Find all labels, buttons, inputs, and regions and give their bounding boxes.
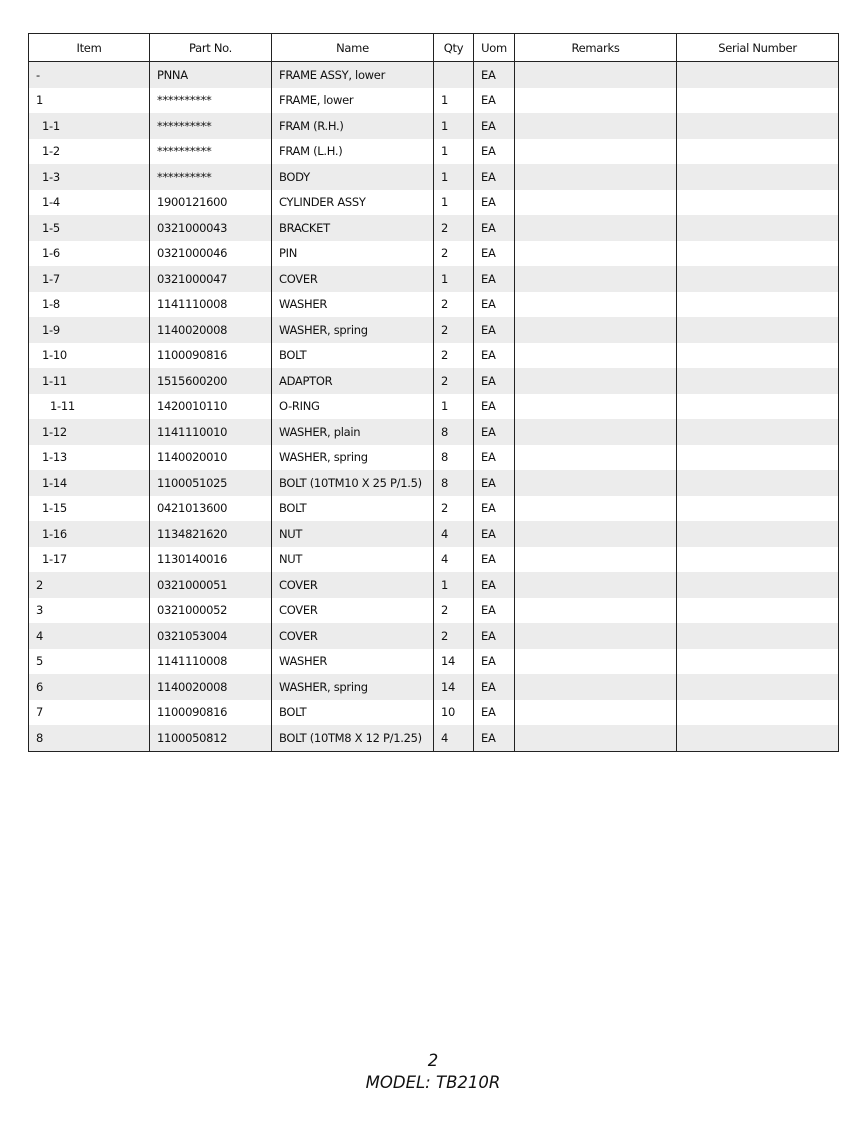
cell-part-no: 1100051025 xyxy=(150,470,272,496)
cell-name: WASHER xyxy=(272,292,434,318)
cell-remarks xyxy=(515,445,677,471)
cell-part-no: 1100050812 xyxy=(150,725,272,751)
cell-qty: 2 xyxy=(434,292,474,318)
cell-name: COVER xyxy=(272,266,434,292)
cell-remarks xyxy=(515,215,677,241)
cell-uom: EA xyxy=(474,292,515,318)
column-header-serial-number: Serial Number xyxy=(677,34,839,62)
cell-item: - xyxy=(29,62,150,88)
table-row xyxy=(29,419,839,445)
cell-serial-number xyxy=(677,445,839,471)
cell-name: FRAME, lower xyxy=(272,88,434,114)
cell-part-no: 1134821620 xyxy=(150,521,272,547)
cell-qty: 2 xyxy=(434,368,474,394)
cell-name: WASHER xyxy=(272,649,434,675)
cell-qty: 1 xyxy=(434,139,474,165)
cell-uom: EA xyxy=(474,215,515,241)
cell-item: 8 xyxy=(29,725,150,751)
cell-serial-number xyxy=(677,598,839,624)
cell-qty: 4 xyxy=(434,521,474,547)
cell-name: COVER xyxy=(272,572,434,598)
cell-serial-number xyxy=(677,215,839,241)
cell-uom: EA xyxy=(474,394,515,420)
cell-uom: EA xyxy=(474,598,515,624)
cell-name: ADAPTOR xyxy=(272,368,434,394)
table-row xyxy=(29,394,839,420)
cell-remarks xyxy=(515,317,677,343)
table-row xyxy=(29,215,839,241)
cell-name: PIN xyxy=(272,241,434,267)
cell-name: FRAM (R.H.) xyxy=(272,113,434,139)
cell-uom: EA xyxy=(474,419,515,445)
cell-qty: 14 xyxy=(434,649,474,675)
cell-uom: EA xyxy=(474,368,515,394)
cell-qty xyxy=(434,62,474,88)
cell-item: 6 xyxy=(29,674,150,700)
cell-remarks xyxy=(515,674,677,700)
cell-name: WASHER, plain xyxy=(272,419,434,445)
cell-part-no: 1141110008 xyxy=(150,649,272,675)
cell-part-no: 0321000046 xyxy=(150,241,272,267)
cell-qty: 1 xyxy=(434,572,474,598)
cell-serial-number xyxy=(677,725,839,751)
cell-uom: EA xyxy=(474,700,515,726)
cell-item: 1-5 xyxy=(29,215,150,241)
cell-qty: 4 xyxy=(434,725,474,751)
cell-item: 1-11 xyxy=(29,368,150,394)
cell-serial-number xyxy=(677,62,839,88)
cell-remarks xyxy=(515,113,677,139)
table-row xyxy=(29,598,839,624)
table-row xyxy=(29,241,839,267)
cell-name: FRAM (L.H.) xyxy=(272,139,434,165)
cell-uom: EA xyxy=(474,62,515,88)
cell-name: WASHER, spring xyxy=(272,317,434,343)
table-row xyxy=(29,139,839,165)
cell-item: 1-14 xyxy=(29,470,150,496)
cell-part-no: 0321053004 xyxy=(150,623,272,649)
table-row xyxy=(29,190,839,216)
cell-part-no: 1140020010 xyxy=(150,445,272,471)
page-footer xyxy=(0,1050,866,1094)
cell-serial-number xyxy=(677,88,839,114)
table-row xyxy=(29,547,839,573)
table-row xyxy=(29,62,839,88)
cell-part-no: 0321000043 xyxy=(150,215,272,241)
cell-uom: EA xyxy=(474,266,515,292)
cell-item: 7 xyxy=(29,700,150,726)
cell-qty: 2 xyxy=(434,317,474,343)
cell-part-no: 1140020008 xyxy=(150,674,272,700)
cell-qty: 2 xyxy=(434,496,474,522)
cell-part-no: 0321000051 xyxy=(150,572,272,598)
table-row xyxy=(29,88,839,114)
table-row xyxy=(29,521,839,547)
table-row xyxy=(29,266,839,292)
cell-qty: 2 xyxy=(434,623,474,649)
column-header-uom: Uom xyxy=(474,34,515,62)
cell-part-no: 1100090816 xyxy=(150,700,272,726)
cell-name: FRAME ASSY, lower xyxy=(272,62,434,88)
cell-uom: EA xyxy=(474,547,515,573)
cell-serial-number xyxy=(677,241,839,267)
cell-uom: EA xyxy=(474,88,515,114)
cell-qty: 14 xyxy=(434,674,474,700)
cell-item: 1-16 xyxy=(29,521,150,547)
cell-serial-number xyxy=(677,343,839,369)
table-row xyxy=(29,317,839,343)
column-header-remarks: Remarks xyxy=(515,34,677,62)
cell-part-no: ********** xyxy=(150,139,272,165)
cell-remarks xyxy=(515,572,677,598)
page-number: 2 xyxy=(427,1051,439,1070)
cell-part-no: 1900121600 xyxy=(150,190,272,216)
cell-name: WASHER, spring xyxy=(272,445,434,471)
cell-remarks xyxy=(515,266,677,292)
cell-qty: 1 xyxy=(434,190,474,216)
cell-remarks xyxy=(515,521,677,547)
cell-name: COVER xyxy=(272,623,434,649)
column-header-name: Name xyxy=(272,34,434,62)
cell-serial-number xyxy=(677,113,839,139)
cell-name: BOLT xyxy=(272,343,434,369)
table-row xyxy=(29,674,839,700)
cell-part-no: ********** xyxy=(150,113,272,139)
cell-remarks xyxy=(515,190,677,216)
cell-item: 1-9 xyxy=(29,317,150,343)
cell-uom: EA xyxy=(474,674,515,700)
cell-part-no: 1130140016 xyxy=(150,547,272,573)
cell-item: 1-17 xyxy=(29,547,150,573)
cell-remarks xyxy=(515,598,677,624)
column-header-qty: Qty xyxy=(434,34,474,62)
cell-item: 1-1 xyxy=(29,113,150,139)
cell-uom: EA xyxy=(474,164,515,190)
cell-serial-number xyxy=(677,521,839,547)
table-row xyxy=(29,368,839,394)
cell-uom: EA xyxy=(474,496,515,522)
table-row xyxy=(29,623,839,649)
cell-serial-number xyxy=(677,190,839,216)
cell-serial-number xyxy=(677,572,839,598)
cell-item: 1-12 xyxy=(29,419,150,445)
cell-item: 1-6 xyxy=(29,241,150,267)
cell-uom: EA xyxy=(474,190,515,216)
cell-serial-number xyxy=(677,368,839,394)
cell-uom: EA xyxy=(474,445,515,471)
cell-remarks xyxy=(515,470,677,496)
cell-item: 1-13 xyxy=(29,445,150,471)
cell-uom: EA xyxy=(474,317,515,343)
cell-qty: 1 xyxy=(434,266,474,292)
cell-uom: EA xyxy=(474,623,515,649)
table-row xyxy=(29,445,839,471)
cell-remarks xyxy=(515,241,677,267)
cell-serial-number xyxy=(677,547,839,573)
cell-uom: EA xyxy=(474,572,515,598)
cell-name: BOLT xyxy=(272,700,434,726)
table-row xyxy=(29,725,839,751)
table-row xyxy=(29,470,839,496)
cell-remarks xyxy=(515,419,677,445)
cell-name: BOLT xyxy=(272,496,434,522)
cell-item: 2 xyxy=(29,572,150,598)
cell-qty: 4 xyxy=(434,547,474,573)
cell-uom: EA xyxy=(474,343,515,369)
cell-qty: 1 xyxy=(434,88,474,114)
parts-table xyxy=(28,33,839,752)
cell-remarks xyxy=(515,649,677,675)
cell-part-no: PNNA xyxy=(150,62,272,88)
cell-qty: 1 xyxy=(434,113,474,139)
cell-uom: EA xyxy=(474,470,515,496)
cell-qty: 1 xyxy=(434,164,474,190)
cell-name: BOLT (10TM10 X 25 P/1.5) xyxy=(272,470,434,496)
cell-part-no: 1515600200 xyxy=(150,368,272,394)
cell-qty: 2 xyxy=(434,215,474,241)
parts-table-body xyxy=(29,62,839,752)
cell-remarks xyxy=(515,725,677,751)
cell-item: 1-3 xyxy=(29,164,150,190)
cell-remarks xyxy=(515,496,677,522)
cell-uom: EA xyxy=(474,521,515,547)
cell-qty: 2 xyxy=(434,598,474,624)
cell-name: COVER xyxy=(272,598,434,624)
cell-name: O-RING xyxy=(272,394,434,420)
table-row xyxy=(29,292,839,318)
cell-item: 1-15 xyxy=(29,496,150,522)
cell-serial-number xyxy=(677,266,839,292)
cell-remarks xyxy=(515,139,677,165)
cell-name: WASHER, spring xyxy=(272,674,434,700)
table-row xyxy=(29,700,839,726)
cell-item: 1-8 xyxy=(29,292,150,318)
cell-qty: 2 xyxy=(434,241,474,267)
cell-serial-number xyxy=(677,317,839,343)
cell-serial-number xyxy=(677,496,839,522)
cell-serial-number xyxy=(677,470,839,496)
cell-remarks xyxy=(515,394,677,420)
cell-remarks xyxy=(515,62,677,88)
cell-serial-number xyxy=(677,700,839,726)
cell-name: BRACKET xyxy=(272,215,434,241)
model-label: MODEL: TB210R xyxy=(365,1073,501,1092)
cell-name: NUT xyxy=(272,547,434,573)
cell-qty: 8 xyxy=(434,419,474,445)
cell-serial-number xyxy=(677,649,839,675)
cell-qty: 8 xyxy=(434,445,474,471)
cell-part-no: 1141110010 xyxy=(150,419,272,445)
cell-item: 3 xyxy=(29,598,150,624)
table-row xyxy=(29,649,839,675)
table-row xyxy=(29,572,839,598)
cell-item: 4 xyxy=(29,623,150,649)
table-row xyxy=(29,343,839,369)
cell-remarks xyxy=(515,368,677,394)
cell-item: 5 xyxy=(29,649,150,675)
cell-remarks xyxy=(515,88,677,114)
cell-remarks xyxy=(515,700,677,726)
cell-uom: EA xyxy=(474,725,515,751)
cell-serial-number xyxy=(677,394,839,420)
cell-item: 1-11 xyxy=(29,394,150,420)
cell-part-no: 1141110008 xyxy=(150,292,272,318)
cell-part-no: 0421013600 xyxy=(150,496,272,522)
cell-part-no: 1100090816 xyxy=(150,343,272,369)
cell-serial-number xyxy=(677,674,839,700)
cell-serial-number xyxy=(677,164,839,190)
table-row xyxy=(29,164,839,190)
cell-uom: EA xyxy=(474,139,515,165)
cell-uom: EA xyxy=(474,113,515,139)
cell-uom: EA xyxy=(474,241,515,267)
cell-part-no: ********** xyxy=(150,88,272,114)
column-header-part-no: Part No. xyxy=(150,34,272,62)
cell-serial-number xyxy=(677,139,839,165)
cell-part-no: 1140020008 xyxy=(150,317,272,343)
table-row xyxy=(29,113,839,139)
cell-part-no: 0321000052 xyxy=(150,598,272,624)
cell-qty: 2 xyxy=(434,343,474,369)
cell-name: BODY xyxy=(272,164,434,190)
cell-part-no: ********** xyxy=(150,164,272,190)
cell-item: 1-4 xyxy=(29,190,150,216)
cell-serial-number xyxy=(677,419,839,445)
cell-remarks xyxy=(515,164,677,190)
cell-uom: EA xyxy=(474,649,515,675)
cell-remarks xyxy=(515,547,677,573)
cell-item: 1-2 xyxy=(29,139,150,165)
cell-item: 1-7 xyxy=(29,266,150,292)
column-header-item: Item xyxy=(29,34,150,62)
cell-name: BOLT (10TM8 X 12 P/1.25) xyxy=(272,725,434,751)
cell-remarks xyxy=(515,292,677,318)
cell-serial-number xyxy=(677,623,839,649)
cell-name: CYLINDER ASSY xyxy=(272,190,434,216)
cell-qty: 8 xyxy=(434,470,474,496)
table-header-row xyxy=(29,34,839,62)
cell-name: NUT xyxy=(272,521,434,547)
cell-part-no: 1420010110 xyxy=(150,394,272,420)
cell-remarks xyxy=(515,623,677,649)
cell-part-no: 0321000047 xyxy=(150,266,272,292)
cell-serial-number xyxy=(677,292,839,318)
cell-item: 1-10 xyxy=(29,343,150,369)
table-row xyxy=(29,496,839,522)
cell-item: 1 xyxy=(29,88,150,114)
cell-qty: 10 xyxy=(434,700,474,726)
cell-qty: 1 xyxy=(434,394,474,420)
cell-remarks xyxy=(515,343,677,369)
